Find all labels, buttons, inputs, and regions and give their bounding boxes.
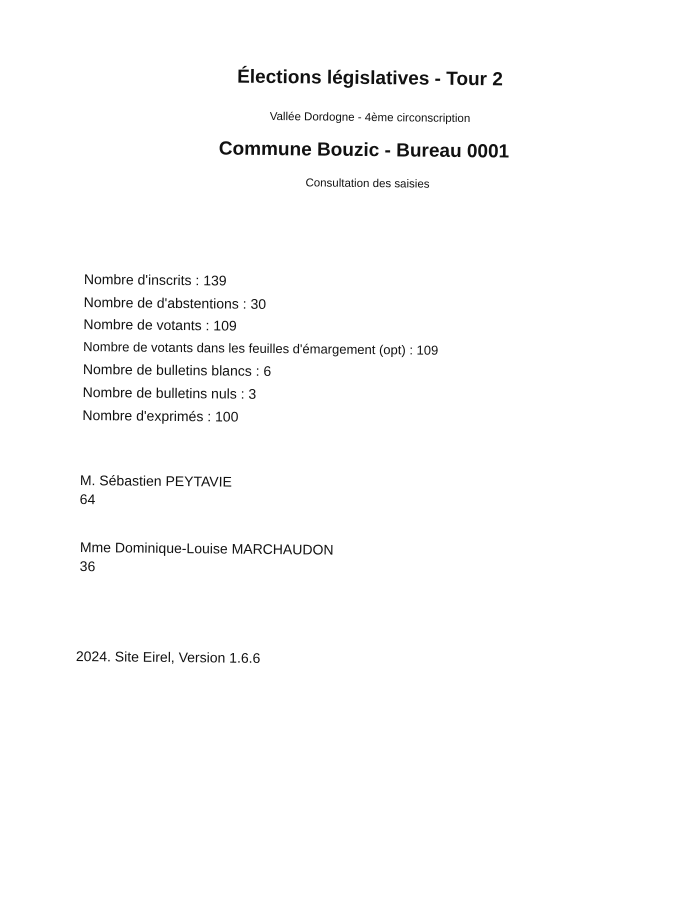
- footer-version: 2024. Site Eirel, Version 1.6.6: [75, 648, 261, 666]
- stats-list: [82, 268, 439, 430]
- district-subtitle: Vallée Dordogne - 4ème circonscription: [269, 110, 471, 126]
- candidate-block: [80, 538, 334, 579]
- consultation-subtitle: Consultation des saisies: [305, 177, 430, 191]
- stat-abstentions: Nombre de d'abstentions : 30: [83, 293, 267, 312]
- candidate-block: [80, 471, 232, 511]
- election-title: Élections législatives - Tour 2: [237, 66, 503, 91]
- stat-votants-emargement: Nombre de votants dans les feuilles d'émargement (opt) : 109: [83, 338, 439, 358]
- stat-votants: Nombre de votants : 109: [83, 316, 237, 334]
- candidate-votes: 36: [79, 557, 96, 575]
- stat-inscrits: Nombre d'inscrits : 139: [83, 270, 227, 289]
- candidate-votes: 64: [79, 490, 96, 508]
- candidate-name: M. Sébastien PEYTAVIE: [79, 471, 232, 490]
- stat-blancs: Nombre de bulletins blancs : 6: [82, 361, 272, 380]
- candidate-name: Mme Dominique-Louise MARCHAUDON: [79, 538, 334, 558]
- commune-heading: Commune Bouzic - Bureau 0001: [218, 138, 510, 163]
- stat-nuls: Nombre de bulletins nuls : 3: [82, 383, 257, 402]
- stat-exprimes: Nombre d'exprimés : 100: [82, 406, 239, 425]
